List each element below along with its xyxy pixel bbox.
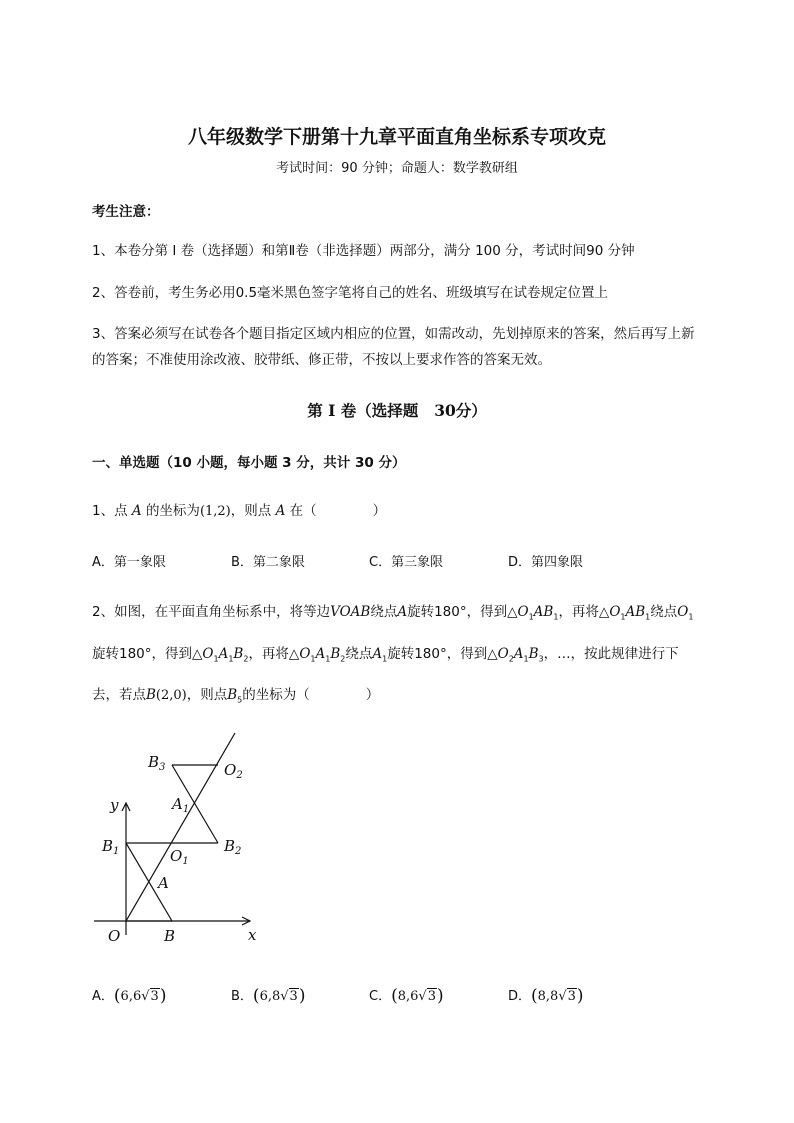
label-o: O (108, 927, 121, 945)
q1-coords: (1,2) (199, 504, 231, 519)
question-2-line-3: 去，若点B(2,0)，则点$B_5$的坐标为（ ） (92, 687, 380, 705)
q1-option-a[interactable]: A．第一象限 (92, 555, 166, 570)
q1-option-c[interactable]: C．第三象限 (369, 555, 444, 570)
label-y: y (110, 796, 119, 814)
label-a: A (158, 874, 169, 892)
line-oa (126, 733, 235, 921)
label-a1: $A_1$ (172, 795, 190, 815)
section-score: 30分） (434, 401, 487, 420)
q1-text: ） (372, 503, 387, 519)
label-o2: $O_2$ (224, 761, 243, 781)
q1-text: 1、点 (92, 503, 128, 519)
q1-option-b[interactable]: B．第二象限 (231, 555, 305, 570)
question-2-line-2: 旋转180°，得到$\triangle O_1A_1B_2$，再将$\triangle O_1A_1B_2$绕点$A_1$旋转180°，得到$\triangle O_2A_1B_3$，…，按此规律进行下 (92, 646, 679, 664)
q2-option-d[interactable]: D．(8,8√3) (508, 986, 584, 1006)
q2-option-a[interactable]: A．(6,6√3) (92, 986, 167, 1006)
notice-heading: 考生注意： (92, 204, 160, 220)
label-x: x (248, 926, 257, 944)
q1-text: ，则点 (230, 503, 272, 519)
q1-point-a: A (275, 503, 286, 519)
notice-item-1: 1、本卷分第 I 卷（选择题）和第Ⅱ卷（非选择题）两部分，满分 100 分，考试时间90 分钟 (92, 243, 635, 259)
section-title (0, 399, 794, 421)
q2-option-c[interactable]: C．(8,6√3) (369, 986, 444, 1006)
label-b: B (164, 927, 176, 945)
notice-item-3-line-2: 的答案；不准使用涂改液、胶带纸、修正带，不按以上要求作答的答案无效。 (92, 352, 551, 368)
label-b3: $B_3$ (148, 753, 166, 773)
notice-item-2: 2、答卷前，考生务必用0.5毫米黑色签字笔将自己的姓名、班级填写在试卷规定位置上 (92, 285, 609, 301)
label-o1: $O_1$ (170, 847, 189, 867)
question-2-line-1: 2、如图，在平面直角坐标系中，将等边VOAB绕点A旋转180°，得到$\triangle O_1AB_1$，再将$\triangle O_1AB_1$绕点$O_1$ (92, 604, 694, 622)
q1-text: 在（ (289, 503, 317, 519)
page-title: 八年级数学下册第十九章平面直角坐标系专项攻克 (187, 126, 606, 148)
exam-info: 考试时间：90 分钟；命题人：数学教研组 (276, 161, 518, 176)
coordinate-figure (90, 725, 280, 950)
q1-point-a: A (131, 503, 142, 519)
part-heading: 一、单选题（10 小题，每小题 3 分，共计 30 分） (92, 455, 406, 471)
q1-option-d[interactable]: D．第四象限 (508, 555, 584, 570)
label-b2: $B_2$ (224, 837, 242, 857)
question-1 (92, 499, 386, 519)
q2-option-b[interactable]: B．(6,8√3) (231, 986, 306, 1006)
notice-item-3-line-1: 3、答案必须写在试卷各个题目指定区域内相应的位置，如需改动，先划掉原来的答案，然后再写上新 (92, 326, 695, 342)
q1-text: 的坐标为 (145, 503, 200, 519)
section-title-text: 第 I 卷（选择题 (307, 401, 419, 420)
label-b1: $B_1$ (102, 837, 120, 857)
